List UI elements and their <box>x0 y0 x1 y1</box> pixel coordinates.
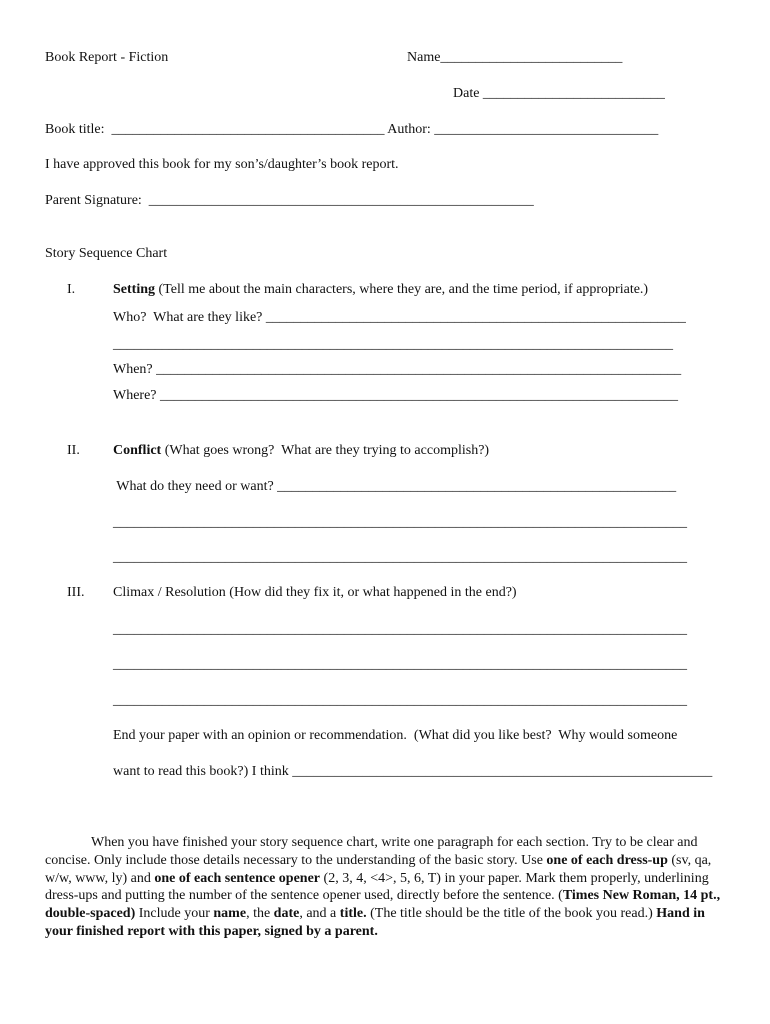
instructions-text: Include your <box>135 906 214 922</box>
answer-line-where[interactable]: Where? __________________________________________________________________________ <box>113 388 679 403</box>
book-title-author-field[interactable]: Book title: _______________________________________ Author: ________________________________ <box>45 122 659 137</box>
ending-prompt: End your paper with an opinion or recommendation. (What did you like best? Why would someone <box>113 728 678 743</box>
instructions-text: (The title should be the title of the book you read.) <box>366 906 657 922</box>
section-setting-heading <box>113 281 648 298</box>
section-numeral: I. <box>67 282 76 297</box>
section-numeral: II. <box>67 443 80 458</box>
answer-line[interactable]: __________________________________________________________________________________ <box>113 515 687 530</box>
section-numeral: III. <box>67 585 85 600</box>
answer-line[interactable]: ________________________________________________________________________________ <box>113 337 673 352</box>
answer-line[interactable]: __________________________________________________________________________________ <box>113 622 687 637</box>
name-field[interactable]: Name__________________________ <box>407 50 623 65</box>
instructions-bold: name <box>213 906 247 922</box>
answer-line[interactable]: __________________________________________________________________________________ <box>113 657 687 672</box>
section-title: Conflict <box>113 443 162 458</box>
instructions-bold: one of each dress-up <box>546 852 668 868</box>
approval-statement: I have approved this book for my son’s/daughter’s book report. <box>45 157 399 172</box>
answer-line-need[interactable]: What do they need or want? _________________________________________________________ <box>113 479 677 494</box>
instructions-text: When you have finished your story sequence chart, write one paragraph for each section. Try to be clear and concise. Only include those details necessary to the understanding of the basic story. Use <box>45 835 698 868</box>
section-title: Setting <box>113 282 155 297</box>
instructions-text: , the <box>246 906 274 922</box>
instructions-bold: date <box>273 906 300 922</box>
instructions-text: (sv, qa, w/w, www, ly) and <box>45 852 712 886</box>
answer-line-when[interactable]: When? ___________________________________________________________________________ <box>113 362 682 377</box>
instructions-text: , and a <box>299 906 340 922</box>
document-title: Book Report - Fiction <box>45 50 169 65</box>
instructions-bold: Times New Roman, 14 pt., double-spaced) <box>45 888 721 922</box>
section-prompt: (What goes wrong? What are they trying to accomplish?) <box>161 443 490 458</box>
section-climax-heading <box>113 584 517 601</box>
section-prompt: (Tell me about the main characters, where they are, and the time period, if appropriate.) <box>155 282 649 297</box>
answer-line-who[interactable]: Who? What are they like? ____________________________________________________________ <box>113 310 686 325</box>
parent-signature-field[interactable]: Parent Signature: _______________________________________________________ <box>45 193 534 208</box>
section-prompt: Climax / Resolution (How did they fix it, or what happened in the end?) <box>113 585 517 600</box>
section-conflict-heading <box>113 442 489 459</box>
instructions-bold: one of each sentence opener <box>154 870 321 886</box>
opinion-field[interactable]: want to read this book?) I think ____________________________________________________________ <box>113 764 713 779</box>
instructions-text: (2, 3, 4, <4>, 5, 6, T) in your paper. Mark them properly, underlining dress-ups and putting the number of the sentence opener used, directly before the sentence. ( <box>45 870 709 904</box>
instructions-bold: title. <box>339 906 367 922</box>
chart-heading: Story Sequence Chart <box>45 246 168 261</box>
answer-line[interactable]: __________________________________________________________________________________ <box>113 693 687 708</box>
instructions-bold: Hand in your finished report with this paper, signed by a parent. <box>45 906 705 939</box>
instructions-paragraph <box>45 834 727 941</box>
answer-line[interactable]: __________________________________________________________________________________ <box>113 550 687 565</box>
date-field[interactable]: Date __________________________ <box>453 86 665 101</box>
